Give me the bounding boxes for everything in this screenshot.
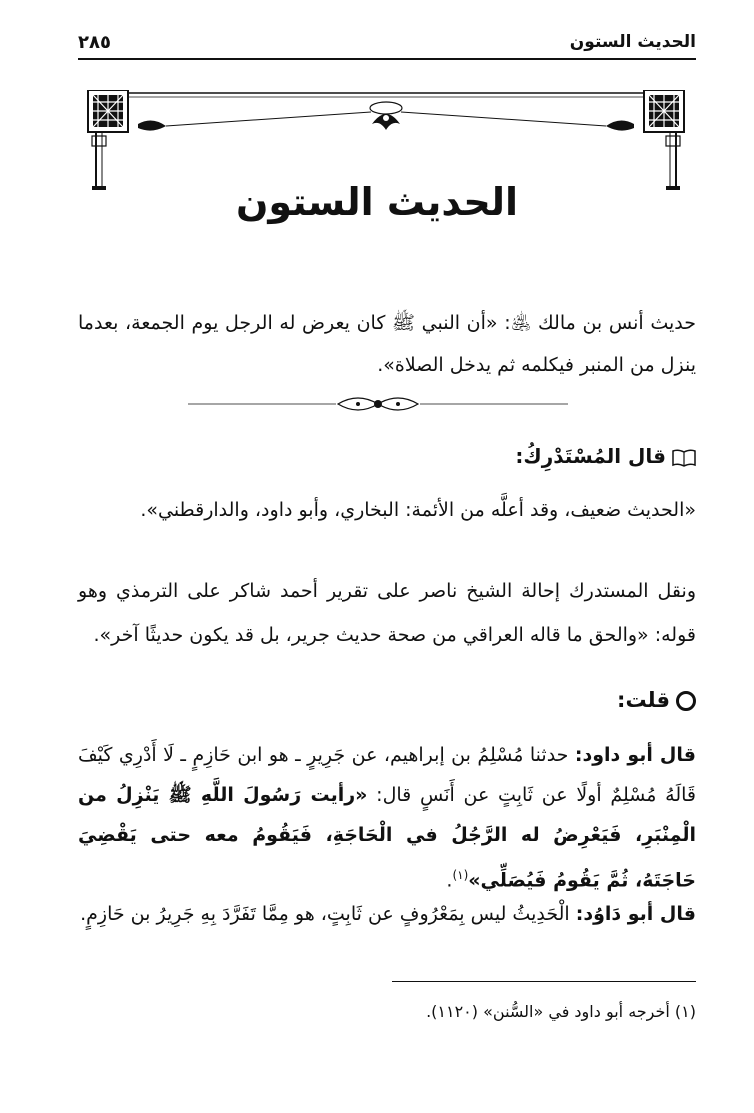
footnote-rule [392,981,696,982]
qultu-heading [617,688,696,712]
open-book-icon [672,449,696,467]
abu-dawud-comment [78,892,696,936]
footnote-ref: (١) [452,868,469,882]
abu-dawud-label: قال أبو داود: [574,744,696,766]
ornament-left-tile [88,90,128,190]
circle-bullet-icon [676,691,696,711]
section-divider-ornament [188,389,568,419]
running-head-title: الحديث الستون [569,32,696,52]
narration-end: . [446,869,453,892]
mustadrak-quote: «الحديث ضعيف، وقد أعلَّه من الأئمة: البخاري، وأبو داود، والدارقطني». [140,499,696,521]
ornament-center-motif [370,102,402,130]
abu-dawud-comment-label: قال أبو دَاوُد: [575,903,696,925]
mustadrak-heading [515,444,696,468]
header-rule [78,58,696,60]
matn-quote: «رأيت رَسُولَ اللَّهِ ﷺ يَنْزِلُ من الْمِنْبَرِ، فَيَعْرِضُ له الرَّجُلُ في الْحَاجَةِ، فَيَقُومُ معه حتى يَقْضِيَ حَاجَتَهُ، ثُمَّ يَقُومُ فَيُصَلِّي» [78,784,696,892]
chapter-title: الحديث الستون [235,180,519,224]
mustadrak-naql: ونقل المستدرك إحالة الشيخ ناصر على تقرير أحمد شاكر على الترمذي وهو قوله: «والحق ما قاله العراقي من صحة حديث جرير، بل قد يكون حديثًا آخر». [78,580,696,646]
hadith-text: حديث أنس بن مالك ﵁: «أن النبي ﷺ كان يعرض له الرجل يوم الجمعة، بعدما ينزل من المنبر فيكلمه ثم يدخل الصلاة». [78,312,696,376]
page-number: ٢٨٥ [78,32,111,53]
running-head [78,32,696,58]
abu-dawud-narration [78,735,696,900]
footnote: (١) أخرجه أبو داود في «السُّنن» (١١٢٠). [426,1002,696,1021]
ornament-right-tile [644,90,684,190]
abu-dawud-comment-text: الْحَدِيثُ ليس بِمَعْرُوفٍ عن ثَابِتٍ، هو مِمَّا تَفَرَّدَ بِهِ جَرِيرُ بن حَازِمٍ. [80,903,576,925]
isnad-text: حدثنا مُسْلِمُ بن إبراهيم، عن جَرِيرٍ ـ هو ابن حَازِمٍ ـ لَا أَدْرِي كَيْفَ قَالَهُ مُسْلِمٌ أولًا عن ثَابِتٍ عن أَنَسٍ قال: [78,744,696,806]
mustadrak-heading-label: قال المُسْتَدْرِكُ: [515,444,666,468]
qultu-heading-label: قلت: [617,688,670,712]
